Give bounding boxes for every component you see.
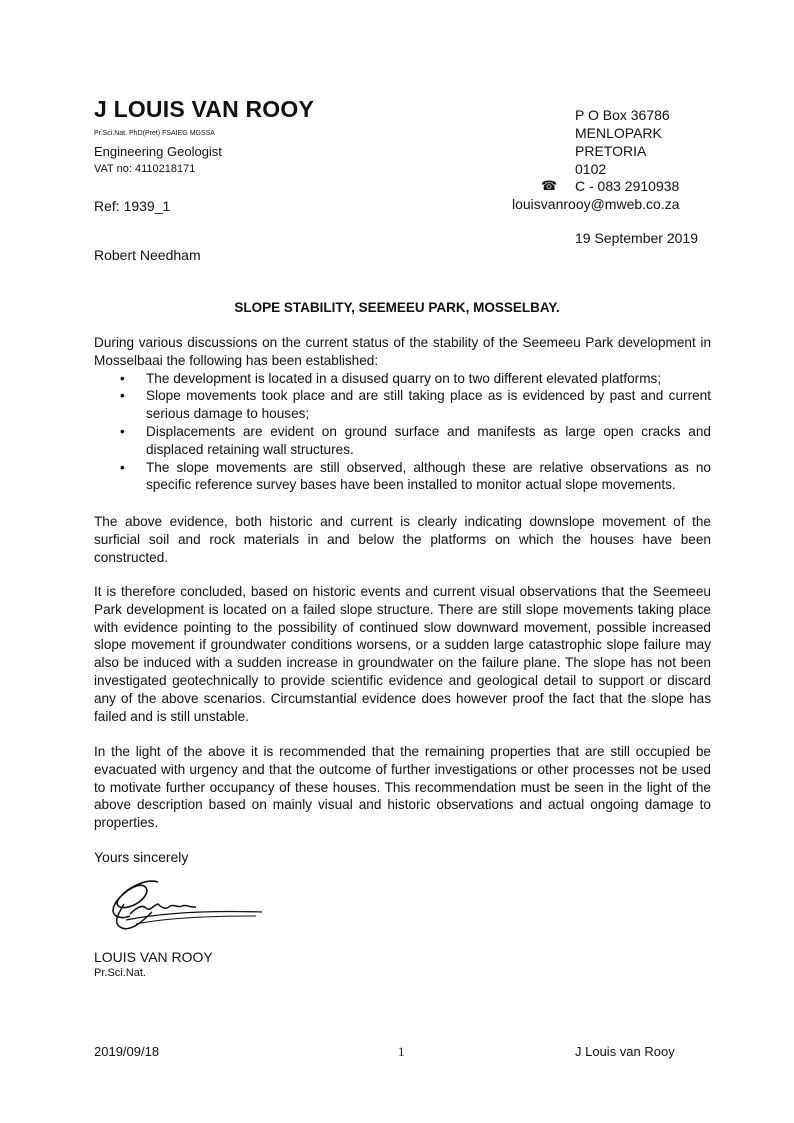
telephone-icon: ☎ bbox=[541, 178, 558, 193]
findings-list bbox=[94, 370, 711, 495]
address-line-3: PRETORIA bbox=[575, 143, 647, 159]
recipient-name: Robert Needham bbox=[94, 247, 201, 263]
letterhead-profession: Engineering Geologist bbox=[94, 144, 222, 159]
signer-name: LOUIS VAN ROOY bbox=[94, 949, 213, 965]
signature-icon bbox=[106, 874, 266, 941]
reference-number: Ref: 1939_1 bbox=[94, 198, 171, 214]
list-item: • Displacements are evident on ground surface and manifests as large open cracks and displaced retaining wall structures. bbox=[146, 423, 711, 459]
list-item: • Slope movements took place and are still taking place as is evidenced by past and current serious damage to houses; bbox=[146, 387, 711, 423]
recommendation-paragraph: In the light of the above it is recommended that the remaining properties that are still occupied be evacuated with urgency and that the outcome of further investigations or other processes not be used to motivate further occupancy of these houses. This recommendation must be seen in the light of the above description based on mainly visual and historic observations and actual ongoing damage to properties. bbox=[94, 744, 711, 831]
letterhead-name: J LOUIS VAN ROOY bbox=[94, 96, 315, 122]
list-item: • The development is located in a disused quarry on to two different elevated platforms; bbox=[146, 370, 711, 388]
address-line-2: MENLOPARK bbox=[575, 125, 662, 141]
phone-number: C - 083 2910938 bbox=[575, 178, 680, 194]
letter-subject: SLOPE STABILITY, SEEMEEU PARK, MOSSELBAY. bbox=[234, 300, 560, 315]
address-line-1: P O Box 36786 bbox=[575, 107, 670, 123]
page-number: 1 bbox=[398, 1044, 405, 1059]
list-item: • The slope movements are still observed, although these are relative observations as no specific reference survey bases have been installed to monitor actual slope movements. bbox=[146, 459, 711, 495]
closing-salutation: Yours sincerely bbox=[94, 849, 189, 865]
footer-date: 2019/09/18 bbox=[94, 1044, 160, 1059]
intro-paragraph: During various discussions on the current status of the stability of the Seemeeu Park development in Mosselbaai the following has been established: bbox=[94, 335, 711, 368]
footer-author: J Louis van Rooy bbox=[575, 1044, 675, 1059]
evidence-paragraph: The above evidence, both historic and current is clearly indicating downslope movement of the surficial soil and rock materials in and below the platforms on which the houses have been constructed. bbox=[94, 514, 711, 565]
signer-title: Pr.Sci.Nat. bbox=[94, 967, 146, 979]
letterhead-vat: VAT no: 4110218171 bbox=[94, 163, 196, 175]
letter-date: 19 September 2019 bbox=[575, 230, 698, 246]
address-line-4: 0102 bbox=[575, 161, 607, 177]
email-address: louisvanrooy@mweb.co.za bbox=[512, 196, 680, 212]
conclusion-paragraph: It is therefore concluded, based on historic events and current visual observations that the Seemeeu Park development is located on a failed slope structure. There are still slope movements taking place with evidence pointing to the possibility of continued slow downward movement, possible increased slope movement if groundwater conditions worsens, or a sudden large catastrophic slope failure may also be induced with a sudden increase in groundwater on the failure plane. The slope has not been investigated geotechnically to provide scientific evidence and geological detail to support or discard any of the above scenarios. Circumstantial evidence does however proof the fact that the slope has failed and is still unstable. bbox=[94, 584, 711, 724]
letter-body bbox=[94, 334, 711, 494]
letterhead-qualifications: Pr.Sci.Nat. PhD(Pret) FSAIEG MGSSA bbox=[94, 130, 215, 137]
